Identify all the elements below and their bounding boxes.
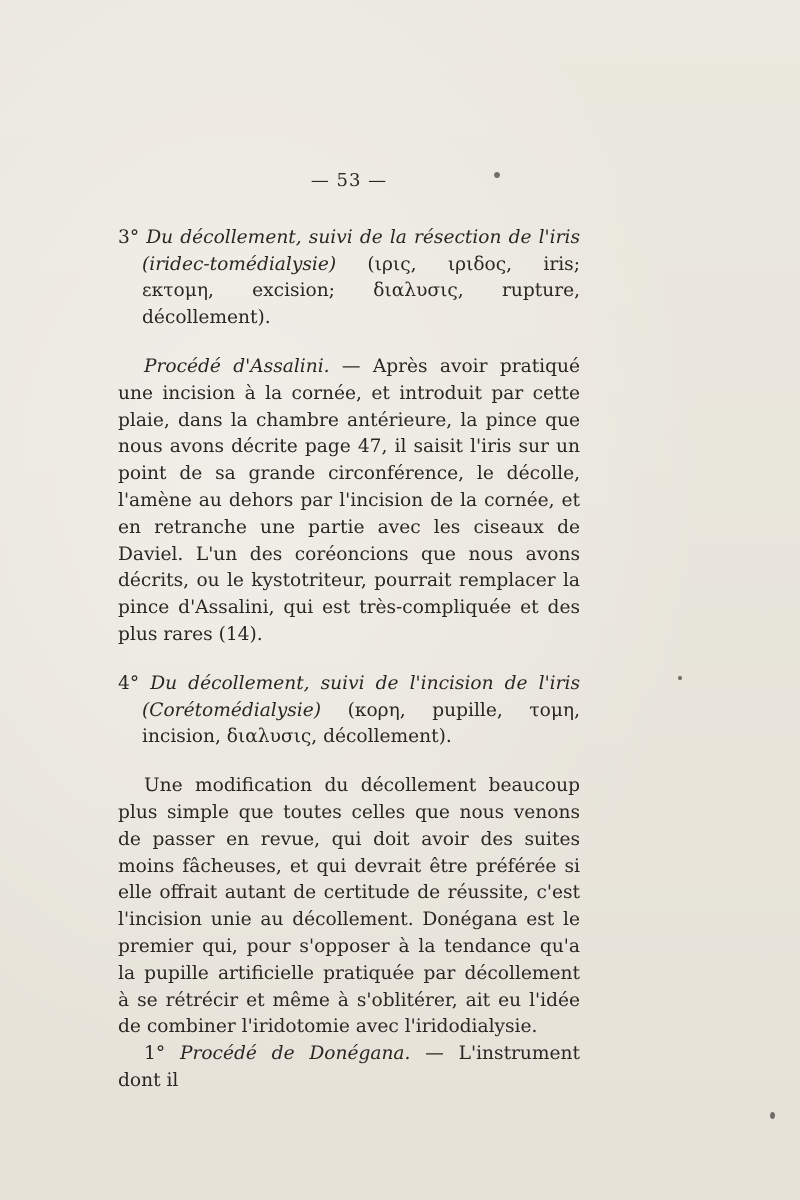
donegana-text: — L'instrument dont il [118,1043,580,1091]
page-text [118,168,580,1095]
page-number: — 53 — [310,170,388,191]
modification-paragraph: Une modification du décollement beaucoup plus simple que toutes celles que nous venons de passer en revue, qui doit avoir des suites moins fâcheuses, et qui devrait être préférée si elle offrait autant de certitude de réussite, c'est l'incision unie au décollement. Donégana est le premier qui, pour s'opposer à la tendance qu'a la pupille artificielle pratiquée par décollement à se rétrécir et même à s'oblitérer, ait eu l'idée de combiner l'iridotomie avec l'iridodialysie. [118,775,580,1038]
assalini-label: Procédé d'Assalini. [144,355,330,377]
section-3-number: 3° [118,226,140,248]
donegana-label: Procédé de Donégana. [179,1043,411,1065]
section-3-title: Du décollement, suivi de la résection de l'iris (iridec-tomédialysie) [142,226,580,275]
section-4-etymology: (κορη, pupille, τομη, incision, διαλυσις, décollement). [142,699,580,748]
section-3-etymology: (ιρις, ιριδος, iris; εκτομη, excision; διαλυσις, rupture, décollement). [142,253,580,329]
section-4-heading [118,671,580,751]
section-3-heading [118,225,580,332]
section-4-number: 4° [118,672,140,694]
donegana-paragraph [118,1041,580,1095]
assalini-text: — Après avoir pratiqué une incision à la cornée, et introduit par cette plaie, dans la chambre antérieure, la pince que nous avons décrite page 47, il saisit l'iris sur un point de sa grande circonférence, le décolle, l'amène au dehors par l'incision de la cornée, et en retranche une partie avec les ciseaux de Daviel. L'un des coréoncions que nous avons décrits, ou le kystotriteur, pourrait remplacer la pince d'Assalini, qui est très-compliquée et des plus rares (14). [118,355,581,645]
section-4-title: Du décollement, suivi de l'incision de l'iris (Corétomédialysie) [142,672,581,721]
ink-spot [494,172,500,178]
assalini-paragraph [118,354,580,649]
ink-spot [770,1112,775,1119]
ink-spot [678,676,682,680]
donegana-number: 1° [144,1043,166,1065]
